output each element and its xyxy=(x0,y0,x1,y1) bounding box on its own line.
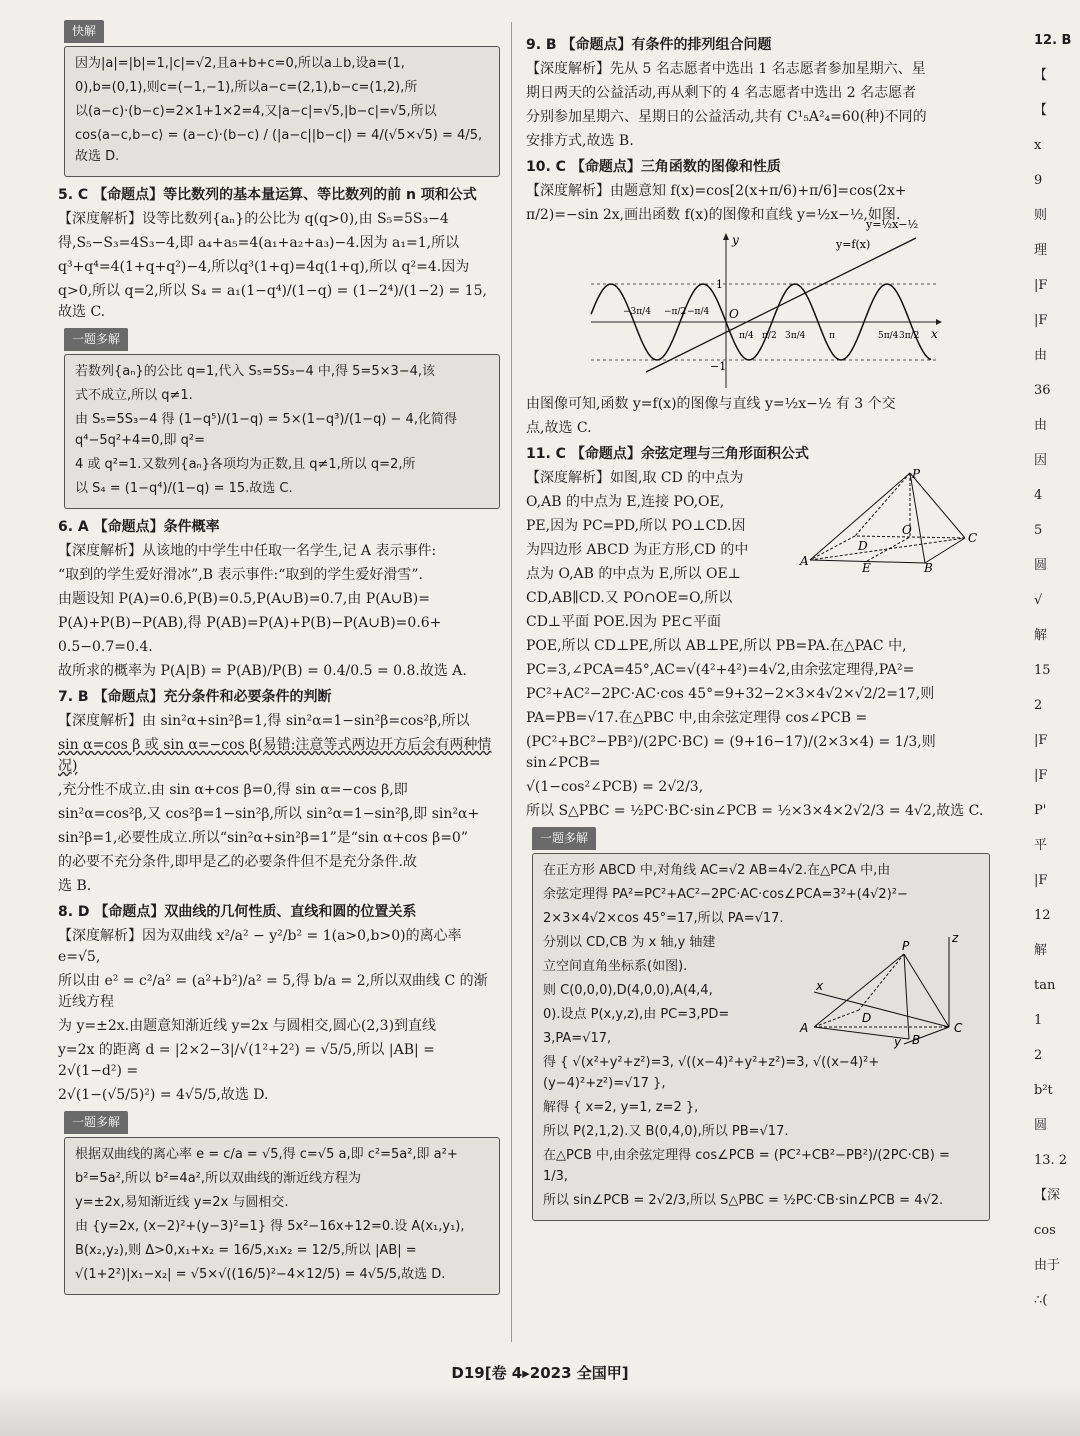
q8-text: 2√(1−(√5/5)²) = 4√5/5,故选 D. xyxy=(58,1087,269,1103)
right-fragment: |F xyxy=(1034,873,1048,888)
q10-function-graph xyxy=(586,218,946,390)
page-footer: D19[卷 4▸2023 全国甲] xyxy=(451,1364,629,1382)
right-fragment: ∴( xyxy=(1034,1293,1048,1308)
q11-text: 点为 O,AB 的中点为 E,所以 OE⊥ xyxy=(526,566,741,582)
label-O: O xyxy=(902,523,912,537)
right-fragment: 由 xyxy=(1034,418,1048,433)
right-fragment: 因 xyxy=(1034,453,1048,468)
right-fragment: 则 xyxy=(1034,208,1048,223)
right-fragment: 13. 2 xyxy=(1034,1153,1068,1168)
y-axis-arrow-icon xyxy=(723,233,729,240)
x-tick-label: −π/4 xyxy=(687,307,710,317)
q8-box-line: √(1+2²)|x₁−x₂| = √5×√((16/5)²−4×12/5) = 4√5/5,故选 D. xyxy=(75,1267,446,1282)
q8-alt-solution-box xyxy=(64,1137,500,1295)
label-D: D xyxy=(858,539,868,553)
q8-box-line: B(x₂,y₂),则 Δ>0,x₁+x₂ = 16/5,x₁x₂ = 12/5,所以 |AB| = xyxy=(75,1243,417,1258)
x-tick-label: 3π/4 xyxy=(785,331,806,341)
q8-box-line: b²=5a²,所以 b²=4a²,所以双曲线的渐近线方程为 xyxy=(75,1171,362,1186)
right-fragment: 【深 xyxy=(1034,1188,1061,1203)
right-fragment: 2 xyxy=(1034,698,1043,713)
edge-PB-3d xyxy=(904,954,909,1039)
q4-quick-solution-box xyxy=(64,46,500,177)
q10-text: π/2)=−sin 2x,画出函数 f(x)的图像和直线 y=½x−½,如图. xyxy=(526,207,901,223)
q11-text: PC=3,∠PCA=45°,AC=√(4²+4²)=4√2,由余弦定理得,PA²= xyxy=(526,662,915,678)
q7-wavy-note: sin α=cos β 或 sin α=−cos β(易错:注意等式两边开方后会有两种情况) xyxy=(58,737,492,774)
curve-label: y=f(x) xyxy=(836,238,871,251)
right-fragment: 【 xyxy=(1034,103,1048,118)
right-fragment: 由于 xyxy=(1034,1258,1061,1273)
q5-alt-solution-box xyxy=(64,354,500,509)
q11-text: O,AB 的中点为 E,连接 PO,OE, xyxy=(526,494,725,510)
q5-box-line: 4 或 q²=1.又数列{aₙ}各项均为正数,且 q≠1,所以 q=2,所 xyxy=(75,457,416,472)
q9-text: 分别参加星期六、星期日的公益活动,共有 C¹₅A²₄=60(种)不同的 xyxy=(526,109,927,125)
right-fragment: 由 xyxy=(1034,348,1048,363)
right-fragment: |F xyxy=(1034,768,1048,783)
alt-solution-tag: 一题多解 xyxy=(64,1111,128,1134)
q6-text: 由题设知 P(A)=0.6,P(B)=0.5,P(A∪B)=0.7,由 P(A∪B)= xyxy=(58,591,430,607)
q11-box-line: 所以 sin∠PCB = 2√2/3,所以 S△PBC = ½PC·CB·sin∠PCB = 4√2. xyxy=(543,1193,944,1208)
label-A: A xyxy=(800,1021,809,1035)
q11-box-line: 解得 { x=2, y=1, z=2 }, xyxy=(543,1100,699,1115)
q11-text: POE,所以 CD⊥PE,所以 AB⊥PE,所以 PB=PA.在△PAC 中, xyxy=(526,638,907,654)
right-fragment: 4 xyxy=(1034,488,1043,503)
edge-PC-3d xyxy=(904,954,949,1027)
label-z: z xyxy=(952,931,959,945)
segment-OE xyxy=(867,537,910,561)
q11-text: 【深度解析】如图,取 CD 的中点为 xyxy=(526,470,744,486)
x-tick-label: 3π/2 xyxy=(899,331,920,341)
label-B: B xyxy=(924,561,933,575)
x-tick-label: π/4 xyxy=(739,331,754,341)
q11-text: PE,因为 PC=PD,所以 PO⊥CD.因 xyxy=(526,518,746,534)
q9-heading: 9. B 【命题点】有条件的排列组合问题 xyxy=(526,37,772,53)
page-bottom-shadow xyxy=(0,1384,1080,1436)
right-fragment: √ xyxy=(1034,593,1043,608)
q7-text: sin²β=1,必要性成立.所以“sin²α+sin²β=1”是“sin α+cos β=0” xyxy=(58,830,468,846)
edge-PD-3d xyxy=(859,954,904,1010)
q8-text: 所以由 e² = c²/a² = (a²+b²)/a² = 5,得 b/a = 2,所以双曲线 C 的渐近线方程 xyxy=(58,973,488,1010)
q6-text: “取到的学生爱好滑冰”,B 表示事件:“取到的学生爱好滑雪”. xyxy=(58,567,423,583)
q7-text: sin²α=cos²β,又 cos²β=1−sin²β,所以 sin²α=1−sin²β,即 sin²α+ xyxy=(58,806,480,822)
q10-text: 由图像可知,函数 y=f(x)的图像与直线 y=½x−½ 有 3 个交 xyxy=(526,396,896,412)
alt-solution-tag: 一题多解 xyxy=(532,827,596,850)
q5-heading: 5. C 【命题点】等比数列的基本量运算、等比数列的前 n 项和公式 xyxy=(58,187,477,203)
right-fragment: tan xyxy=(1034,978,1056,993)
q7-text: 【深度解析】由 sin²α+sin²β=1,得 sin²α=1−sin²β=cos²β,所以 xyxy=(58,713,470,729)
right-fragment: 理 xyxy=(1034,243,1048,258)
q8-heading: 8. D 【命题点】双曲线的几何性质、直线和圆的位置关系 xyxy=(58,904,417,920)
y-tick-neg1: −1 xyxy=(710,360,727,373)
q11-box-line: 则 C(0,0,0),D(4,0,0),A(4,4, xyxy=(543,983,713,998)
label-D: D xyxy=(862,1011,872,1025)
q9-text: 安排方式,故选 B. xyxy=(526,133,634,149)
x-tick-label: −π/2 xyxy=(664,307,687,317)
q5-box-line: 若数列{aₙ}的公比 q=1,代入 S₅=5S₃−4 中,得 5=5×3−4,该 xyxy=(75,364,436,379)
q7-text: 的必要不充分条件,即甲是乙的必要条件但不是充分条件.故 xyxy=(58,854,417,870)
q11-heading: 11. C 【命题点】余弦定理与三角形面积公式 xyxy=(526,446,809,462)
q6-text: 0.5−0.7=0.4. xyxy=(58,639,153,655)
label-P: P xyxy=(902,939,910,953)
y-axis-3d xyxy=(904,1027,949,1044)
label-A: A xyxy=(800,554,809,568)
q11-box-line: 立空间直角坐标系(如图). xyxy=(543,959,688,974)
q8-box-line: 由 {y=2x, (x−2)²+(y−3)²=1} 得 5x²−16x+12=0.设 A(x₁,y₁), xyxy=(75,1219,465,1234)
right-fragment: 5 xyxy=(1034,523,1043,538)
q7-text: 选 B. xyxy=(58,878,92,894)
right-fragment: 解 xyxy=(1034,943,1048,958)
q9-text: 【深度解析】先从 5 名志愿者中选出 1 名志愿者参加星期六、星 xyxy=(526,61,926,77)
q5-text: 【深度解析】设等比数列{aₙ}的公比为 q(q>0),由 S₅=5S₃−4 xyxy=(58,211,449,227)
q6-text: 【深度解析】从该地的中学生中任取一名学生,记 A 表示事件: xyxy=(58,543,437,559)
q11-box-line: 0).设点 P(x,y,z),由 PC=3,PD= xyxy=(543,1007,730,1022)
q7-text: ,充分性不成立.由 sin α+cos β=0,得 sin α=−cos β,即 xyxy=(58,782,408,798)
quick-solution-tag: 快解 xyxy=(64,20,104,43)
label-C: C xyxy=(968,531,978,545)
right-fragment: 36 xyxy=(1034,383,1051,398)
q11-box-line: 所以 P(2,1,2).又 B(0,4,0),所以 PB=√17. xyxy=(543,1124,789,1139)
left-column xyxy=(58,18,500,1303)
q6-text: P(A)+P(B)−P(AB),得 P(AB)=P(A)+P(B)−P(A∪B)=0.6+ xyxy=(58,615,442,631)
q11-text: (PC²+BC²−PB²)/(2PC·BC) = (9+16−17)/(2×3×4) = 1/3,则 sin∠PCB= xyxy=(526,734,936,771)
label-y: y xyxy=(894,1035,902,1049)
right-column-clipped xyxy=(1034,30,1080,1325)
q11-box-line: 在△PCB 中,由余弦定理得 cos∠PCB = (PC²+CB²−PB²)/(2PC·CB) = 1/3, xyxy=(543,1148,950,1184)
right-fragment: |F xyxy=(1034,733,1048,748)
edge-PC xyxy=(910,473,965,538)
right-fragment: 解 xyxy=(1034,628,1048,643)
edge-BC xyxy=(925,538,965,563)
right-fragment: 【 xyxy=(1034,68,1048,83)
q4-box-line: 0),b=(0,1),则c=(−1,−1),所以a−c=(2,1),b−c=(1,2),所 xyxy=(75,80,418,95)
q5-text: 得,S₅−S₃=4S₃−4,即 a₄+a₅=4(a₁+a₂+a₃)−4.因为 a₁=1,所以 xyxy=(58,235,460,251)
right-fragment: |F xyxy=(1034,313,1048,328)
q11-box-line: 3,PA=√17, xyxy=(543,1031,612,1046)
x-tick-label: π xyxy=(829,331,835,341)
label-P: P xyxy=(912,467,921,481)
middle-column xyxy=(526,30,990,1229)
y-tick-1: 1 xyxy=(716,278,723,291)
q11-alt-solution-box xyxy=(532,853,990,1221)
q4-box-line: cos⟨a−c,b−c⟩ = (a−c)·(b−c) / (|a−c||b−c|) = 4/(√5×√5) = 4/5,故选 D. xyxy=(75,128,483,164)
q8-text: y=2x 的距离 d = |2×2−3|/√(1²+2²) = √5/5,所以 |AB| = 2√(1−d²) = xyxy=(58,1042,435,1079)
diagonal-AC xyxy=(810,538,965,560)
line-label: y=½x−½ xyxy=(866,218,919,231)
q10-text: 【深度解析】由题意知 f(x)=cos[2(x+π/6)+π/6]=cos(2x+ xyxy=(526,183,907,199)
x-axis-3d xyxy=(814,992,949,1027)
q12-heading: 12. B xyxy=(1034,33,1072,48)
q11-text: 所以 S△PBC = ½PC·BC·sin∠PCB = ½×3×4×2√2/3 = 4√2,故选 C. xyxy=(526,803,984,819)
right-fragment: x xyxy=(1034,138,1042,153)
label-C: C xyxy=(954,1021,963,1035)
q10-text: 点,故选 C. xyxy=(526,420,592,436)
q6-heading: 6. A 【命题点】条件概率 xyxy=(58,519,220,535)
label-x: x xyxy=(816,979,824,993)
x-tick-label: π/2 xyxy=(762,331,777,341)
right-fragments xyxy=(1034,65,1080,1311)
q11-text: PC²+AC²−2PC·AC·cos 45°=9+32−2×3×4√2×√2/2=17,则 xyxy=(526,686,935,702)
q5-box-line: 以 S₄ = (1−q⁴)/(1−q) = 15.故选 C. xyxy=(75,481,293,496)
right-fragment: 平 xyxy=(1034,838,1048,853)
right-fragment: 15 xyxy=(1034,663,1051,678)
q5-text: q³+q⁴=4(1+q+q²)−4,所以q³(1+q)=4q(1+q),所以 q²=4.因为 xyxy=(58,259,470,275)
edge-PA-3d xyxy=(814,954,904,1027)
q5-box-line: 式不成立,所以 q≠1. xyxy=(75,388,193,403)
q4-box-line: 以(a−c)·(b−c)=2×1+1×2=4,又|a−c|=√5,|b−c|=√5,所以 xyxy=(75,104,437,119)
label-B: B xyxy=(912,1033,921,1047)
q11-box-line: 余弦定理得 PA²=PC²+AC²−2PC·AC·cos∠PCA=3²+(4√2)²− xyxy=(543,887,908,902)
q11-text: 为四边形 ABCD 为正方形,CD 的中 xyxy=(526,542,749,558)
column-divider xyxy=(511,22,512,1342)
q10-heading: 10. C 【命题点】三角函数的图像和性质 xyxy=(526,159,781,175)
q11-box-line: 2×3×4√2×cos 45°=17,所以 PA=√17. xyxy=(543,911,784,926)
q7-heading: 7. B 【命题点】充分条件和必要条件的判断 xyxy=(58,689,332,705)
q11-box-line: 得 { √(x²+y²+z²)=3, √((x−4)²+y²+z²)=3, √((x−4)²+(y−4)²+z²)=√17 }, xyxy=(543,1055,880,1091)
right-fragment: cos xyxy=(1034,1223,1056,1238)
alt-solution-tag: 一题多解 xyxy=(64,328,128,351)
q5-box-line: 由 S₅=5S₃−4 得 (1−q⁵)/(1−q) = 5×(1−q³)/(1−q) − 4,化简得 q⁴−5q²+4=0,即 q²= xyxy=(75,412,457,448)
q4-box-line: 因为|a|=|b|=1,|c|=√2,且a+b+c=0,所以a⊥b,设a=(1, xyxy=(75,56,405,71)
origin-label: O xyxy=(729,307,739,321)
right-fragment: 9 xyxy=(1034,173,1043,188)
right-fragment: |F xyxy=(1034,278,1048,293)
q8-box-line: y=±2x,易知渐近线 y=2x 与圆相交. xyxy=(75,1195,289,1210)
q8-text: 【深度解析】因为双曲线 x²/a² − y²/b² = 1(a>0,b>0)的离心率 e=√5, xyxy=(58,928,462,965)
axis-x-label: x xyxy=(931,327,938,341)
edge-PB xyxy=(910,473,925,563)
q5-text: q>0,所以 q=2,所以 S₄ = a₁(1−q⁴)/(1−q) = (1−2⁴)/(1−2) = 15,故选 C. xyxy=(58,283,487,320)
right-fragment: b²t xyxy=(1034,1083,1053,1098)
right-fragment: 12 xyxy=(1034,908,1051,923)
x-axis-arrow-icon xyxy=(936,319,942,325)
q11-text: √(1−cos²∠PCB) = 2√2/3, xyxy=(526,779,704,795)
q11-text: CD,AB∥CD.又 PO∩OE=O,所以 xyxy=(526,590,733,606)
axis-y-label: y xyxy=(732,233,739,247)
x-tick-label: −3π/4 xyxy=(623,307,651,317)
q11-text: PA=PB=√17.在△PBC 中,由余弦定理得 cos∠PCB = xyxy=(526,710,868,726)
q8-box-line: 根据双曲线的离心率 e = c/a = √5,得 c=√5 a,即 c²=5a²,即 a²+ xyxy=(75,1147,458,1162)
edge-DA-3d xyxy=(814,1010,859,1027)
q11-pyramid-figure xyxy=(800,468,990,573)
right-fragment: P' xyxy=(1034,803,1047,818)
right-fragment: 圆 xyxy=(1034,1118,1048,1133)
q11-box-line: 在正方形 ABCD 中,对角线 AC=√2 AB=4√2.在△PCA 中,由 xyxy=(543,863,891,878)
right-fragment: 圆 xyxy=(1034,558,1048,573)
q6-text: 故所求的概率为 P(A|B) = P(AB)/P(B) = 0.4/0.5 = 0.8.故选 A. xyxy=(58,663,467,679)
q11-text: CD⊥平面 POE.因为 PE⊂平面 xyxy=(526,614,721,630)
right-fragment: 2 xyxy=(1034,1048,1043,1063)
q11-box-line: 分别以 CD,CB 为 x 轴,y 轴建 xyxy=(543,935,716,950)
x-tick-label: 5π/4 xyxy=(878,331,899,341)
q9-text: 期日两天的公益活动,再从剩下的 4 名志愿者中选出 2 名志愿者 xyxy=(526,85,917,101)
right-fragment: 1 xyxy=(1034,1013,1043,1028)
q11-coordinate-figure xyxy=(794,932,979,1047)
label-E: E xyxy=(862,561,871,575)
q8-text: 为 y=±2x.由题意知渐近线 y=2x 与圆相交,圆心(2,3)到直线 xyxy=(58,1018,437,1034)
